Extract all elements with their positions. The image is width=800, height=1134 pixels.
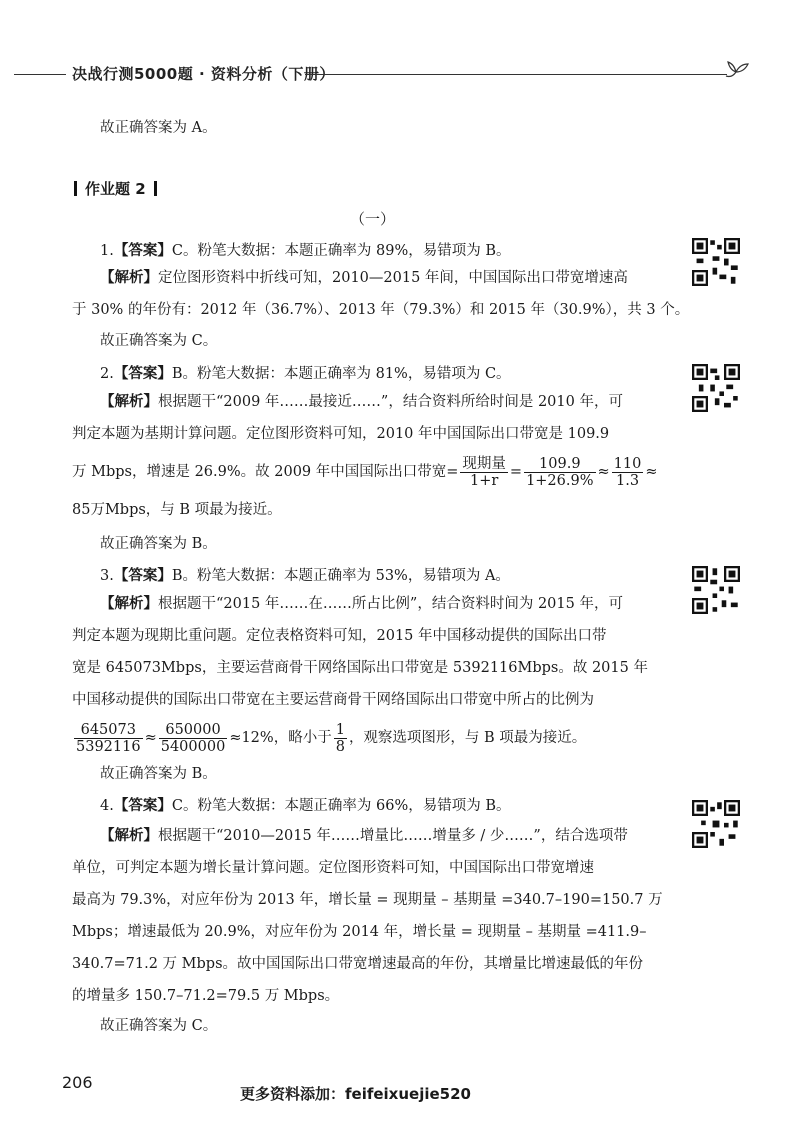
q3-fraction [159,722,228,755]
q3-analysis-tag: 【解析】 [100,595,158,612]
fraction-numerator: 109.9 [524,456,595,473]
intro-conclusion: 故正确答案为 A。 [100,120,217,136]
q4-conclusion: 故正确答案为 C。 [100,1018,218,1034]
q2-analysis-line: 根据题干“2009 年……最接近……”，结合资料所给时间是 2010 年，可 [158,394,623,410]
approx-sign: ≈ [144,730,157,746]
q1-analysis [72,262,690,326]
q4-analysis-tag: 【解析】 [100,827,158,844]
running-header [0,58,800,88]
q4-analysis [72,820,670,1012]
q2-number: 2. [100,366,114,382]
q2-analysis-tag: 【解析】 [100,393,158,410]
section-subhead: （一） [350,210,396,228]
qr-code-icon[interactable] [692,566,740,614]
header-title: 决战行测5000题 · 资料分析（下册） [72,65,335,83]
q4-analysis-line: 根据题干“2010—2015 年……增量比……增量多 / 少……”，结合选项带 [158,828,628,844]
section-bar-right [154,181,157,196]
q3-answer-text: B。粉笔大数据：本题正确率为 53%，易错项为 A。 [171,568,510,584]
q3-analysis-line: 中国移动提供的国际出口带宽在主要运营商骨干网络国际出口带宽中所占的比例为 [72,692,594,708]
approx-sign: ≈ [597,464,610,480]
fraction-numerator: 1 [335,721,345,738]
sprout-icon [722,58,752,82]
q4-analysis-line: Mbps；增速最低为 20.9%，对应年份为 2014 年，增长量 = 现期量 – 基期量 =411.9– [72,924,647,940]
header-rule-left [14,74,66,75]
section-title [74,178,157,199]
fraction-denominator: 8 [335,738,345,755]
q4-answer-tag: 【答案】 [113,797,172,814]
q3-number: 3. [100,568,114,584]
q2-analysis-line: 万 Mbps，增速是 26.9%。故 2009 年中国国际出口带宽= [72,464,459,480]
equals-sign: = [509,464,523,480]
q1-number: 1. [100,243,114,259]
q4-analysis-line: 最高为 79.3%，对应年份为 2013 年，增长量 = 现期量 – 基期量 =340.7–190=150.7 万 [72,892,663,908]
q1-analysis-line: 于 30% 的年份有：2012 年（36.7%）、2013 年（79.3%）和 2015 年（30.9%），共 3 个。 [72,302,690,318]
q3-answer-tag: 【答案】 [113,567,172,584]
qr-code-icon[interactable] [692,364,740,412]
q4-analysis-line: 单位，可判定本题为增长量计算问题。定位图形资料可知，中国国际出口带宽增速 [72,860,594,876]
q2-answer-line [100,364,670,384]
fraction-numerator: 645073 [74,722,143,739]
section-bar-left [74,181,77,196]
q2-analysis-line: 85万Mbps，与 B 项最为接近。 [72,502,282,518]
q2-fraction [460,456,508,489]
fraction-denominator: 1+r [470,472,499,489]
q3-answer-line [100,566,670,586]
fraction-numerator: 110 [613,455,642,472]
formula-text: ≈12%，略小于 [229,730,332,746]
q1-analysis-line: 定位图形资料中折线可知，2010—2015 年间，中国国际出口带宽增速高 [158,270,628,286]
q3-conclusion: 故正确答案为 B。 [100,766,217,782]
section-title-text: 作业题 2 [85,180,146,198]
page-number: 206 [62,1073,93,1092]
q4-analysis-line: 340.7=71.2 万 Mbps。故中国国际出口带宽增速最高的年份，其增量比增速最低的年份 [72,956,644,972]
fraction-denominator: 1.3 [615,472,640,489]
q4-answer-line [100,796,670,816]
q2-analysis [72,386,670,526]
q3-analysis-line: 判定本题为现期比重问题。定位表格资料可知，2015 年中国移动提供的国际出口带 [72,628,607,644]
q4-number: 4. [100,798,114,814]
qr-code-icon[interactable] [692,238,740,286]
q3-analysis [72,588,670,760]
q2-fraction [612,456,644,489]
q2-answer-tag: 【答案】 [113,365,172,382]
fraction-denominator: 5400000 [160,738,226,755]
q2-analysis-line: 判定本题为基期计算问题。定位图形资料可知，2010 年中国国际出口带宽是 109.9 [72,426,610,442]
q2-answer-text: B。粉笔大数据：本题正确率为 81%，易错项为 C。 [171,366,511,382]
q1-answer-text: C。粉笔大数据：本题正确率为 89%，易错项为 B。 [171,243,511,259]
fraction-denominator: 5392116 [76,738,141,755]
q2-conclusion: 故正确答案为 B。 [100,536,217,552]
q1-analysis-tag: 【解析】 [100,269,158,286]
q3-analysis-line: 根据题干“2015 年……在……所占比例”，结合资料时间为 2015 年，可 [158,596,623,612]
approx-sign: ≈ [645,464,658,480]
fraction-numerator: 现期量 [462,455,506,472]
q1-conclusion: 故正确答案为 C。 [100,333,218,349]
q4-analysis-line: 的增量多 150.7–71.2=79.5 万 Mbps。 [72,988,340,1004]
q3-fraction [334,722,347,755]
q3-fraction [74,722,143,755]
qr-code-icon[interactable] [692,800,740,848]
q4-answer-text: C。粉笔大数据：本题正确率为 66%，易错项为 B。 [171,798,511,814]
fraction-denominator: 1+26.9% [526,472,594,489]
header-rule-right [305,74,727,75]
q2-fraction [524,456,595,489]
q1-answer-tag: 【答案】 [113,242,172,259]
q3-analysis-line: 宽是 645073Mbps，主要运营商骨干网络国际出口带宽是 5392116Mbps。故 2015 年 [72,660,648,676]
footer-note: 更多资料添加：feifeixuejie520 [240,1085,471,1103]
formula-text: ，观察选项图形，与 B 项最为接近。 [348,730,587,746]
q1-answer-line [100,241,670,261]
fraction-numerator: 650000 [159,722,228,739]
